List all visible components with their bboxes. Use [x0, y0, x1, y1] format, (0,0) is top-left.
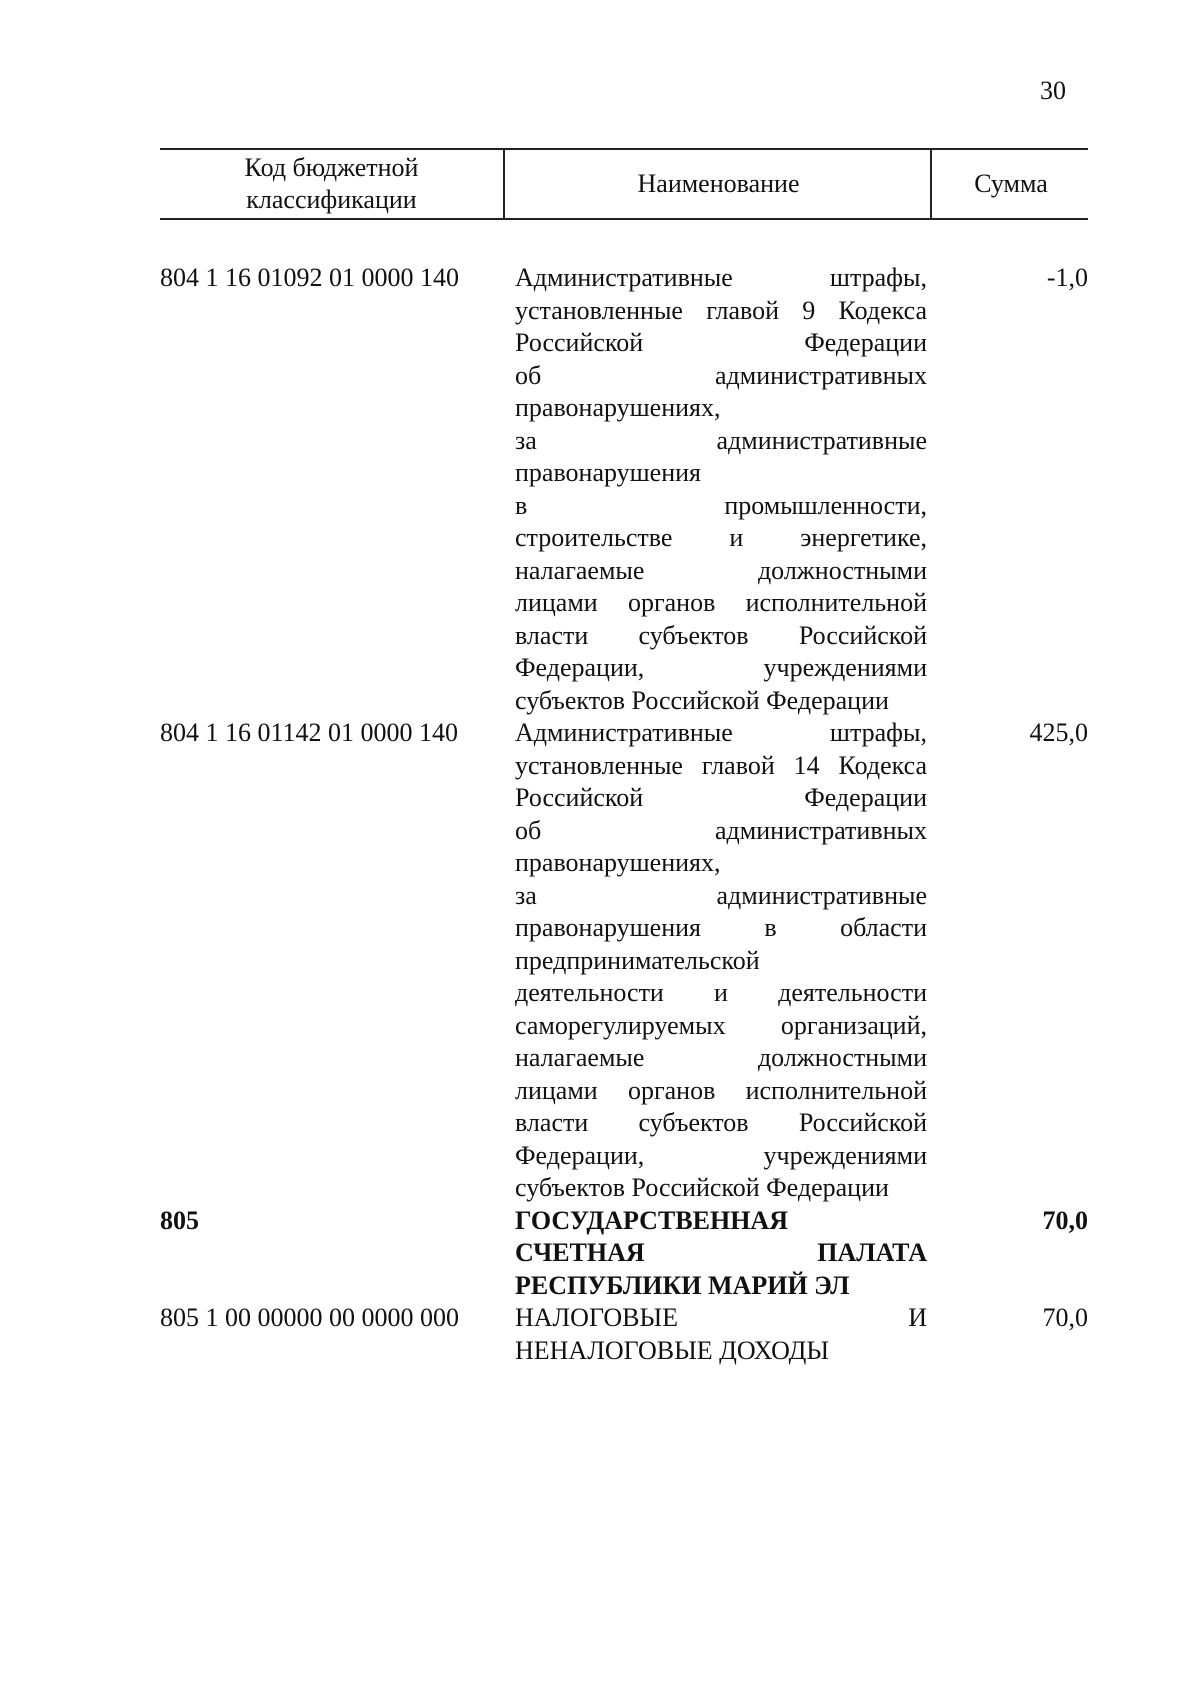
- row-name-line: об административных: [515, 815, 927, 845]
- row-name-line: власти субъектов Российской: [515, 620, 927, 650]
- table-body: [160, 262, 1088, 1367]
- header-code: Код бюджетной классификации: [244, 153, 419, 214]
- row-name-line: Федерации, учреждениями: [515, 653, 927, 682]
- row-name-line: НАЛОГОВЫЕ И: [515, 1303, 927, 1332]
- row-name-line: субъектов Российской Федерации: [515, 685, 889, 715]
- row-name-line: в промышленности,: [515, 490, 927, 520]
- row-name: [515, 717, 927, 1205]
- row-name-line: НЕНАЛОГОВЫЕ ДОХОДЫ: [515, 1335, 830, 1365]
- row-name-line: РЕСПУБЛИКИ МАРИЙ ЭЛ: [515, 1270, 850, 1300]
- row-name-line: правонарушениях,: [515, 393, 721, 422]
- row-name: [515, 1302, 927, 1367]
- row-name-line: Российской Федерации: [515, 328, 927, 357]
- page-number: 30: [1040, 76, 1066, 105]
- row-name-line: правонарушения: [515, 458, 702, 487]
- row-name-line: Административные штрафы,: [515, 718, 927, 747]
- table-row: [160, 262, 1088, 717]
- row-name-line: строительстве и энергетике,: [515, 523, 927, 552]
- row-name-line: Российской Федерации: [515, 783, 927, 812]
- row-name-line: за административные: [515, 425, 927, 455]
- row-name-line: правонарушениях,: [515, 848, 721, 877]
- row-name-line: налагаемые должностными: [515, 1043, 927, 1072]
- table-row: [160, 1205, 1088, 1303]
- row-name-line: власти субъектов Российской: [515, 1108, 927, 1137]
- row-name-line: установленные главой 14 Кодекса: [515, 750, 927, 780]
- header-sum: Сумма: [930, 150, 1090, 218]
- row-code: 805: [160, 1205, 199, 1235]
- table-row: [160, 1302, 1088, 1367]
- row-code: 804 1 16 01142 01 0000 140: [160, 718, 459, 747]
- row-name-line: СЧЕТНАЯ ПАЛАТА: [515, 1238, 927, 1267]
- row-name: [515, 262, 927, 717]
- row-sum: 425,0: [1029, 718, 1088, 747]
- row-name-line: ГОСУДАРСТВЕННАЯ: [515, 1205, 788, 1235]
- row-name-line: правонарушения в области: [515, 913, 927, 942]
- table-row: [160, 717, 1088, 1205]
- row-code: 804 1 16 01092 01 0000 140: [160, 263, 459, 292]
- row-name-line: предпринимательской: [515, 945, 760, 975]
- row-name-line: налагаемые должностными: [515, 555, 927, 585]
- row-name-line: саморегулируемых организаций,: [515, 1010, 927, 1040]
- row-sum: 70,0: [1042, 1303, 1088, 1332]
- row-name-line: лицами органов исполнительной: [515, 1075, 927, 1105]
- row-sum: 70,0: [1042, 1205, 1088, 1235]
- row-name-line: об административных: [515, 360, 927, 390]
- row-name-line: субъектов Российской Федерации: [515, 1173, 889, 1202]
- row-name-line: лицами органов исполнительной: [515, 588, 927, 617]
- row-name-line: Федерации, учреждениями: [515, 1140, 927, 1170]
- row-name-line: установленные главой 9 Кодекса: [515, 295, 927, 325]
- row-code: 805 1 00 00000 00 0000 000: [160, 1303, 459, 1332]
- table-header: [160, 148, 1088, 220]
- row-name-line: деятельности и деятельности: [515, 978, 927, 1007]
- row-name-line: Административные штрафы,: [515, 263, 927, 292]
- row-sum: -1,0: [1046, 263, 1088, 292]
- row-name: [515, 1205, 927, 1303]
- row-name-line: за административные: [515, 880, 927, 910]
- header-name: Наименование: [503, 150, 932, 218]
